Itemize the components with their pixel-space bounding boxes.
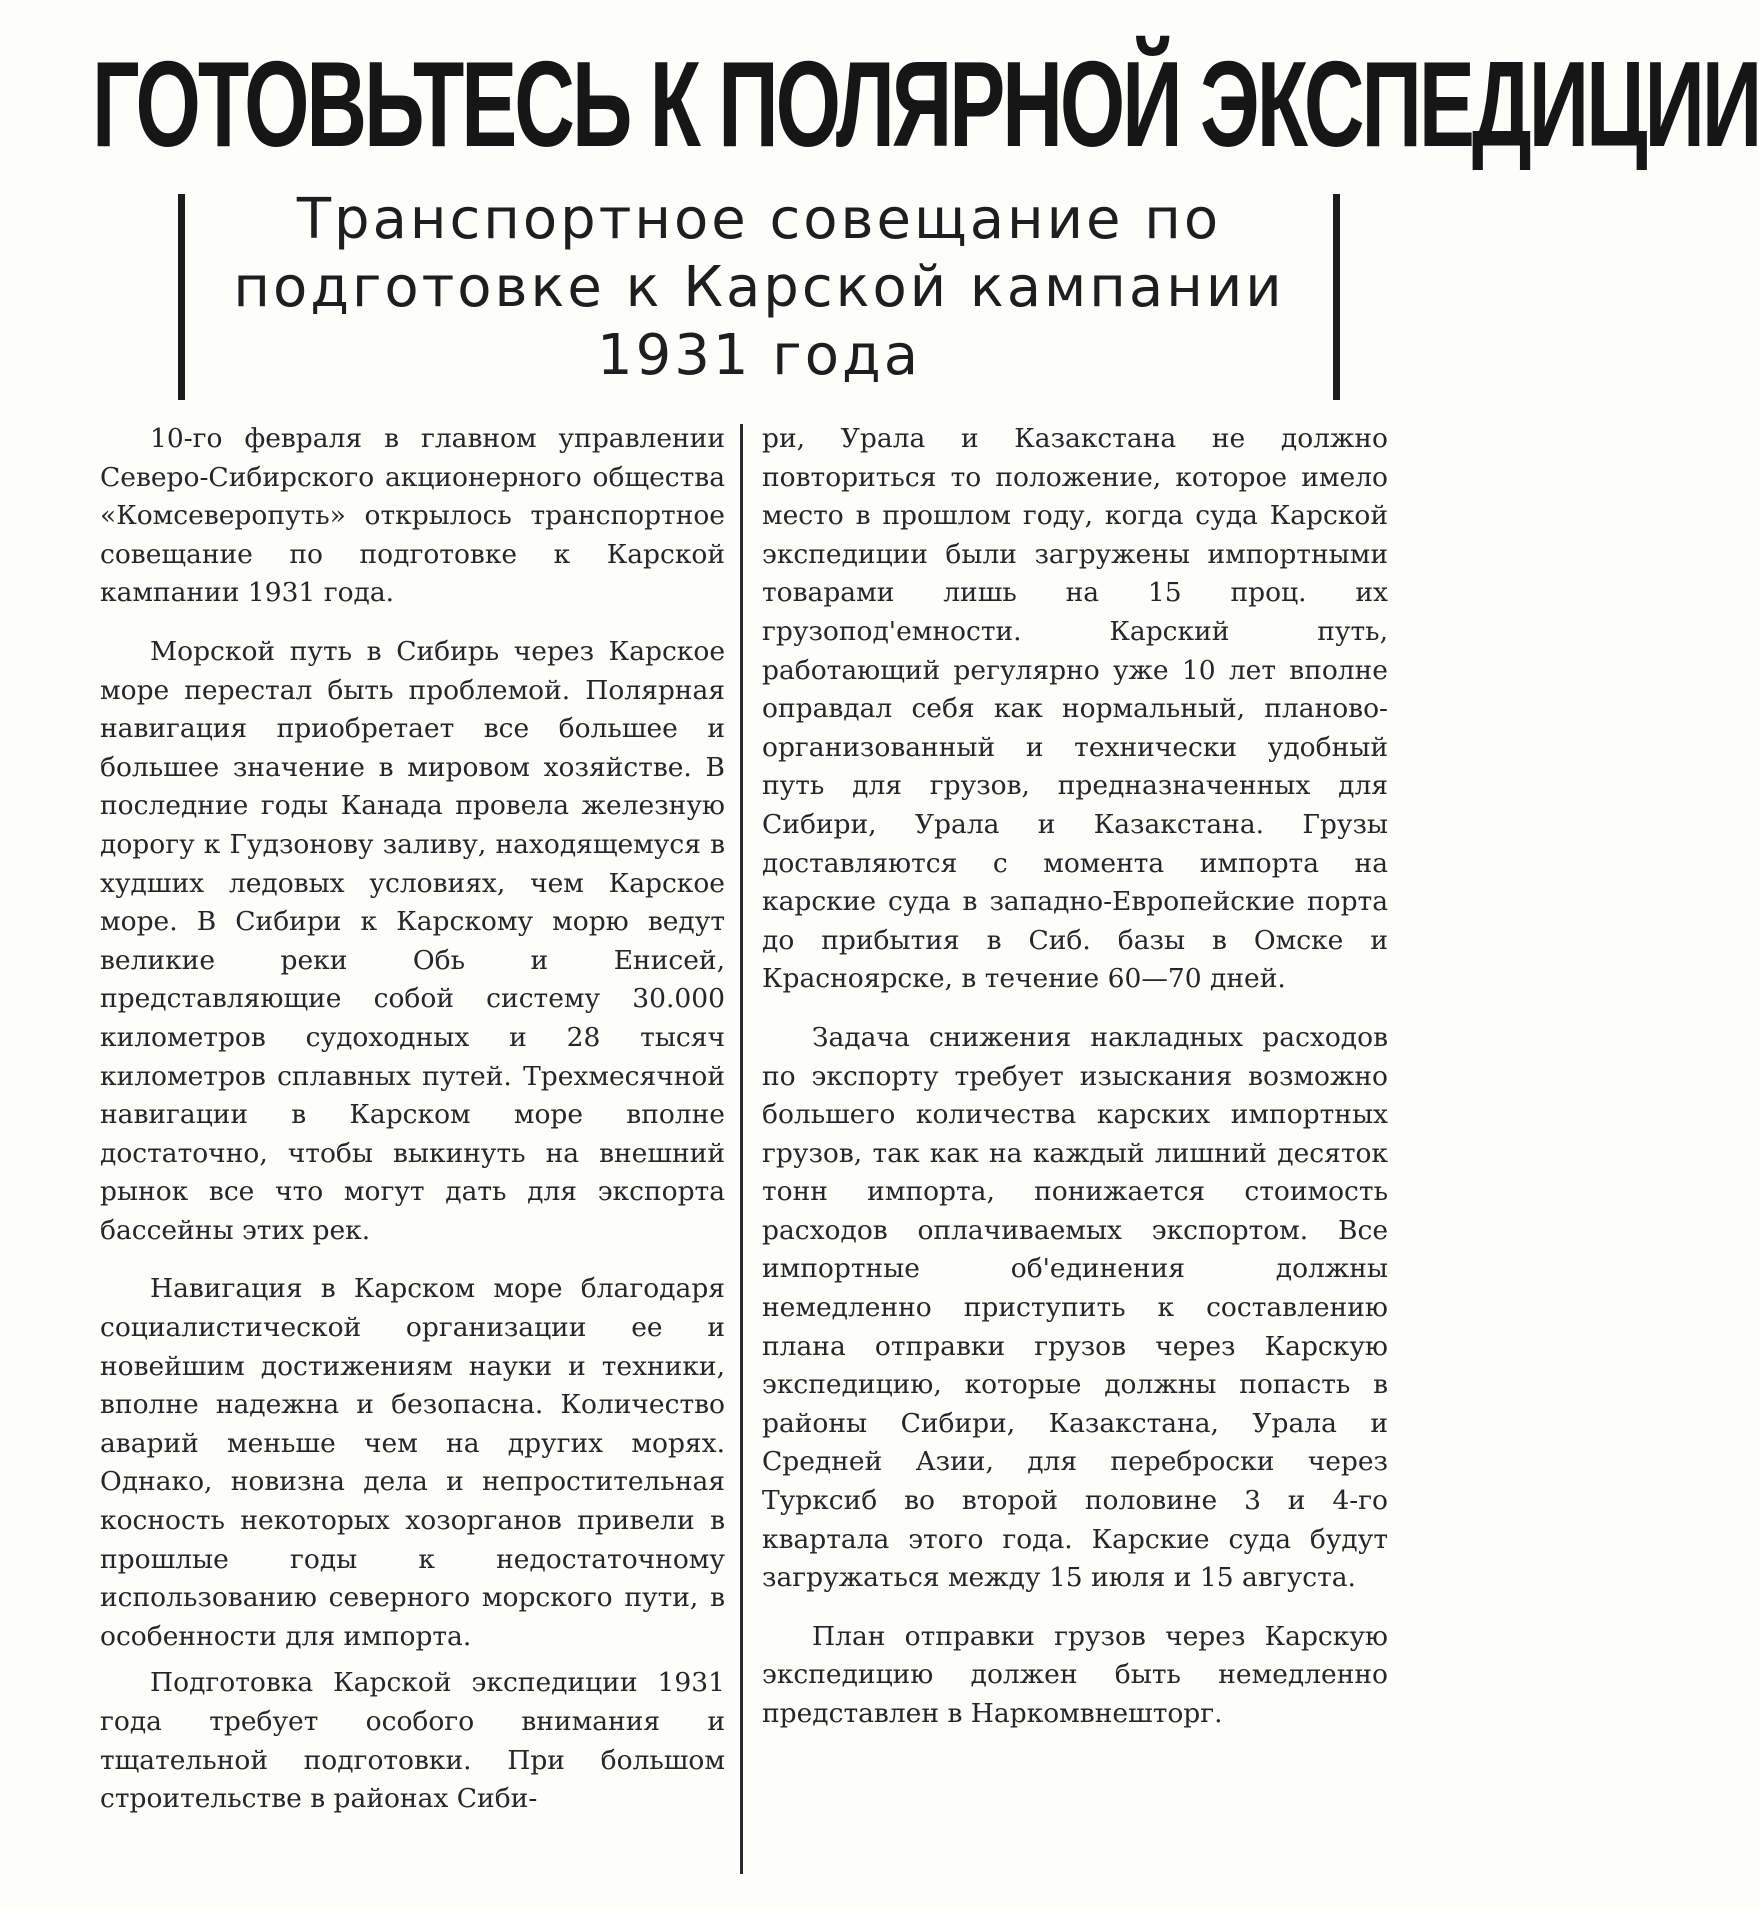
- paragraph: ри, Урала и Казакстана не должно повториться то положение, которое имело место в прошлом году, когда суда Карской экспедиции были загружены импортными товарами лишь на 15 проц. их грузопод'емности. Карский путь, работающий регулярно уже 10 лет вполне оправдал себя как нормальный, планово-организованный и технически удобный путь для грузов, предназначенных для Сибири, Урала и Казакстана. Грузы доставляются с момента импорта на карские суда в западно-Европейские порта до прибытия в Сиб. базы в Омске и Красноярске, в течение 60—70 дней.: [762, 423, 1388, 995]
- subheadline-rule-left: [178, 194, 185, 400]
- subheadline-rule-right: [1333, 194, 1340, 400]
- article-column-right: [762, 420, 1388, 1754]
- paragraph: 10-го февраля в главном управлении Северо-Сибирского акционерного общества «Комсеверопуть» открылось транспортное совещание по подготовке к Карской кампании 1931 года.: [100, 423, 725, 609]
- column-divider: [740, 424, 743, 1874]
- paragraph: Подготовка Карской экспедиции 1931 года требует особого внимания и тщательной подготовки. При большом строительстве в районах Сиби-: [100, 1667, 725, 1815]
- paragraph: Морской путь в Сибирь через Карское море перестал быть проблемой. Полярная навигация приобретает все большее и большее значение в мировом хозяйстве. В последние годы Канада провела железную дорогу к Гудзонову заливу, находящемуся в худших ледовых условиях, чем Карское море. В Сибири к Карскому морю ведут великие реки Обь и Енисей, представляющие собой систему 30.000 километров судоходных и 28 тысяч километров сплавных путей. Трехмесячной навигации в Карском море вполне достаточно, чтобы выкинуть на внешний рынок все что могут дать для экспорта бассейны этих рек.: [100, 635, 725, 1246]
- paragraph: План отправки грузов через Карскую экспедицию должен быть немедленно представлен в Наркомвнешторг.: [762, 1620, 1388, 1729]
- subheadline: Транспортное совещание по подготовке к Карской кампании 1931 года: [233, 187, 1285, 388]
- paragraph: Навигация в Карском море благодаря социалистической организации ее и новейшим достижениям науки и техники, вполне надежна и безопасна. Количество аварий меньше чем на других морях. Однако, новизна дела и непростительная косность некоторых хозорганов привели в прошлые годы к недостаточному использованию северного морского пути, в особенности для импорта.: [100, 1273, 725, 1652]
- subheadline-box: [178, 186, 1340, 406]
- paragraph: Задача снижения накладных расходов по экспорту требует изыскания возможно большего количества карских импортных грузов, так как на каждый лишний десяток тонн импорта, понижается стоимость расходов оплачиваемых экспортом. Все импортные об'единения должны немедленно приступить к составлению плана отправки грузов через Карскую экспедицию, которые должны попасть в районы Сибири, Казакстана, Урала и Средней Азии, для переброски через Турксиб во второй половине 3 и 4-го квартала этого года. Карские суда будут загружаться между 15 июля и 15 августа.: [762, 1021, 1388, 1594]
- article-column-left: [100, 420, 725, 1839]
- headline: ГОТОВЬТЕСЬ К ПОЛЯРНОЙ ЭКСПЕДИЦИИ: [92, 35, 1759, 173]
